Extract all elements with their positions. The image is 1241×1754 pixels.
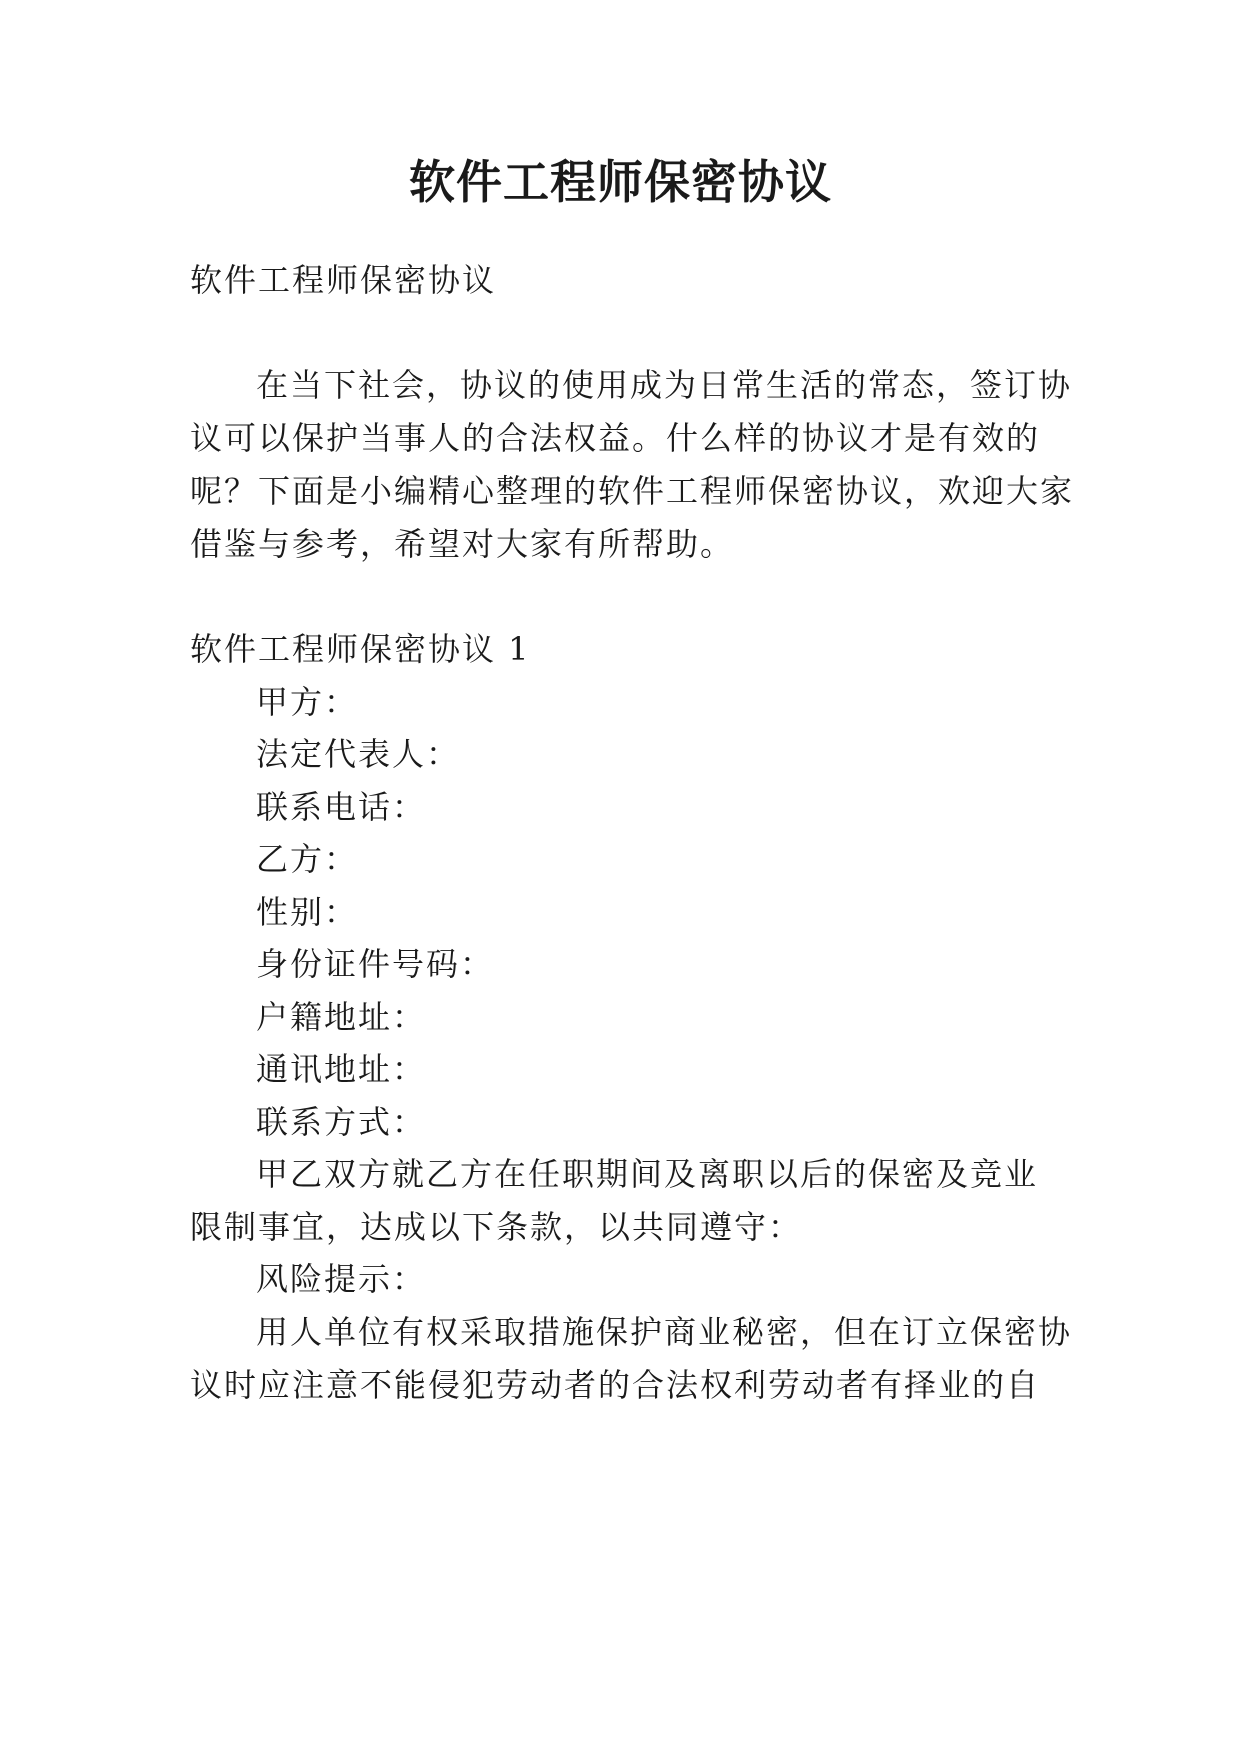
field-id-number: 身份证件号码： xyxy=(256,945,495,983)
field-mail-address: 通讯地址： xyxy=(256,1050,427,1088)
risk-line-1: 用人单位有权采取措施保护商业秘密，但在订立保密协 xyxy=(256,1313,1073,1351)
field-contact: 联系方式： xyxy=(256,1103,427,1141)
intro-line-3: 呢？下面是小编精心整理的软件工程师保密协议，欢迎大家 xyxy=(190,472,1075,510)
document-title: 软件工程师保密协议 xyxy=(409,155,832,209)
agreement-line-1: 甲乙双方就乙方在任职期间及离职以后的保密及竞业 xyxy=(256,1155,1039,1193)
field-phone: 联系电话： xyxy=(256,788,427,826)
field-household-address: 户籍地址： xyxy=(256,998,427,1036)
field-legal-rep: 法定代表人： xyxy=(256,735,461,773)
field-party-a: 甲方： xyxy=(256,683,359,721)
intro-line-2: 议可以保护当事人的合法权益。什么样的协议才是有效的 xyxy=(190,419,1041,457)
agreement-line-2: 限制事宜，达成以下条款，以共同遵守： xyxy=(190,1208,803,1246)
intro-line-1: 在当下社会，协议的使用成为日常生活的常态，签订协 xyxy=(256,366,1073,404)
field-gender: 性别： xyxy=(256,893,359,931)
risk-line-2: 议时应注意不能侵犯劳动者的合法权利劳动者有择业的自 xyxy=(190,1366,1041,1404)
section-heading: 软件工程师保密协议 1 xyxy=(190,630,531,668)
document-subtitle: 软件工程师保密协议 xyxy=(190,261,497,299)
field-party-b: 乙方： xyxy=(256,840,359,878)
risk-heading: 风险提示： xyxy=(256,1260,427,1298)
intro-line-4: 借鉴与参考，希望对大家有所帮助。 xyxy=(190,525,735,563)
